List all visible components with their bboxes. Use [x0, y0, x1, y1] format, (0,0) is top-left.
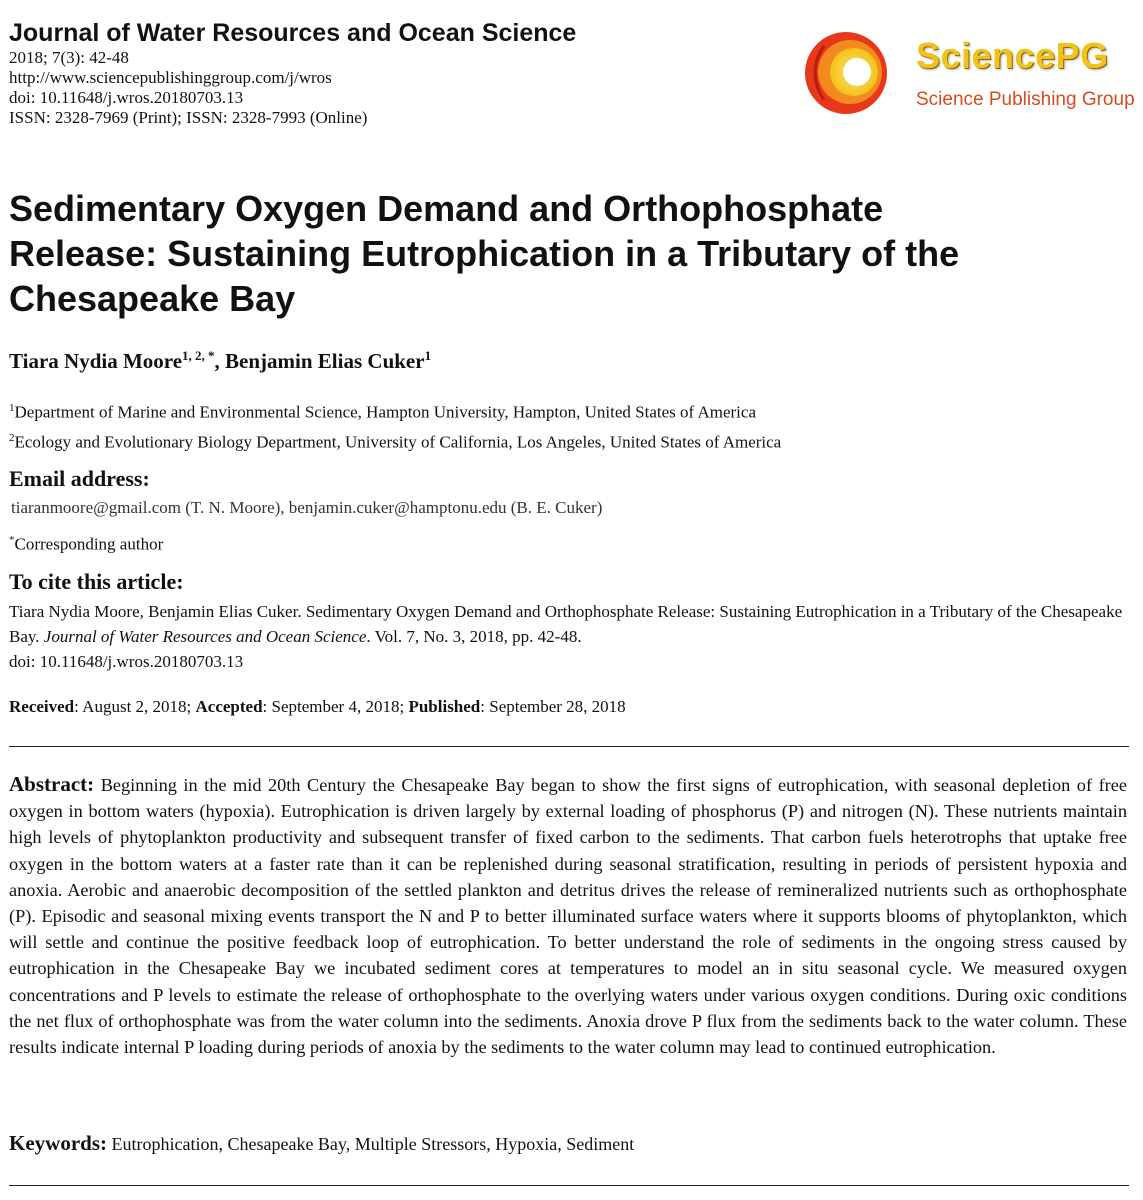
- affiliation-2-text: Ecology and Evolutionary Biology Department, University of California, Los Angeles, United States of America: [14, 432, 782, 452]
- keywords-text: Eutrophication, Chesapeake Bay, Multiple Stressors, Hypoxia, Sediment: [111, 1134, 635, 1154]
- affiliation-1: [9, 397, 1129, 424]
- logo-name: SciencePG: [916, 35, 1109, 76]
- affiliation-1-text: Department of Marine and Environmental Science, Hampton University, Hampton, United States of America: [14, 402, 757, 422]
- logo-subtitle: Science Publishing Group: [916, 89, 1135, 110]
- citation-journal: Journal of Water Resources and Ocean Science: [43, 627, 367, 646]
- issn-line: ISSN: 2328-7969 (Print); ISSN: 2328-7993 (Online): [9, 108, 368, 127]
- title-line-2: Release: Sustaining Eutrophication in a Tributary of the: [9, 233, 960, 274]
- sciencepg-logo-icon: [794, 26, 904, 116]
- affiliation-2: [9, 427, 1129, 454]
- corresponding-text: Corresponding author: [14, 534, 164, 554]
- corresponding-marker: *: [9, 534, 15, 546]
- received-date: : August 2, 2018;: [74, 697, 196, 716]
- author-1: Tiara Nydia Moore: [9, 349, 183, 373]
- author-2-affil: 1: [424, 348, 432, 363]
- affiliation-2-marker: 2: [9, 432, 15, 444]
- published-date: : September 28, 2018: [480, 697, 626, 716]
- cite-heading: To cite this article:: [9, 569, 184, 594]
- abstract-text: Beginning in the mid 20th Century the Chesapeake Bay began to show the first signs of eutrophication, with seasonal depletion of free oxygen in bottom waters (hypoxia). Eutrophication is driven largely by external loading of phosphorus (P) and nitrogen (N). These nutrients maintain high levels of phytoplankton productivity and subsequent transfer of fixed carbon to the sediments. That carbon fuels heterotrophs that uptake free oxygen in the bottom waters at a faster rate than it can be replenished during seasonal stratification, resulting in periods of persistent hypoxia and anoxia. Aerobic and anaerobic decomposition of the settled plankton and detritus drives the release of remineralized nutrients such as orthophosphate (P). Episodic and seasonal mixing events transport the N and P to better illuminated surface waters where it supports blooms of phytoplankton, which will settle and continue the positive feedback loop of eutrophication. To better understand the role of sediments in the ongoing stress caused by eutrophication in the Chesapeake Bay we incubated sediment cores at temperatures to model an in situ seasonal cycle. We measured oxygen concentrations and P levels to estimate the release of orthophosphate to the overlying waters under various oxygen conditions. During oxic conditions the net flux of orthophosphate was from the water column into the sediments. Anoxia drove P flux from the sediments back to the water column. These results indicate internal P loading during periods of anoxia by the sediments to the water column may lead to continued eutrophication.: [9, 775, 1127, 1058]
- author-separator: ,: [214, 349, 226, 373]
- published-label: Published: [408, 697, 481, 716]
- received-label: Received: [9, 697, 75, 716]
- citation-body: Tiara Nydia Moore, Benjamin Elias Cuker. Sedimentary Oxygen Demand and Orthophosphate Release: Sustaining Eutrophication in a Tributary of the Chesapeake Bay.: [9, 602, 1123, 646]
- header-doi: doi: 10.11648/j.wros.20180703.13: [9, 88, 244, 107]
- email-addresses[interactable]: tiaranmoore@gmail.com (T. N. Moore), benjamin.cuker@hamptonu.edu (B. E. Cuker): [11, 498, 603, 517]
- journal-header: [9, 18, 1134, 148]
- volume-line: 2018; 7(3): 42-48: [9, 48, 129, 67]
- affiliation-1-marker: 1: [9, 402, 15, 414]
- title-line-1: Sedimentary Oxygen Demand and Orthophosphate: [9, 188, 884, 229]
- citation-text: [9, 599, 1129, 674]
- citation-volume: . Vol. 7, No. 3, 2018, pp. 42-48.: [366, 627, 582, 646]
- paper-title: [9, 186, 1129, 321]
- divider-bottom: [9, 1185, 1129, 1186]
- keywords-label: Keywords:: [9, 1131, 107, 1155]
- corresponding-author-note: [9, 529, 163, 556]
- journal-title: Journal of Water Resources and Ocean Science: [9, 19, 577, 47]
- abstract-label: Abstract:: [9, 772, 95, 796]
- citation-doi: doi: 10.11648/j.wros.20180703.13: [9, 652, 244, 671]
- publisher-logo: [794, 26, 1135, 116]
- accepted-label: Accepted: [195, 697, 263, 716]
- abstract: [9, 771, 1127, 1060]
- author-1-affil: 1, 2, *: [182, 348, 215, 363]
- title-line-3: Chesapeake Bay: [9, 278, 296, 319]
- email-heading: Email address:: [9, 466, 150, 491]
- author-2: Benjamin Elias Cuker: [225, 349, 425, 373]
- keywords: [9, 1130, 634, 1157]
- journal-url[interactable]: http://www.sciencepublishinggroup.com/j/wros: [9, 68, 332, 87]
- accepted-date: : September 4, 2018;: [262, 697, 409, 716]
- publication-dates: [9, 696, 626, 718]
- author-list: [9, 343, 1129, 374]
- divider-top: [9, 746, 1129, 747]
